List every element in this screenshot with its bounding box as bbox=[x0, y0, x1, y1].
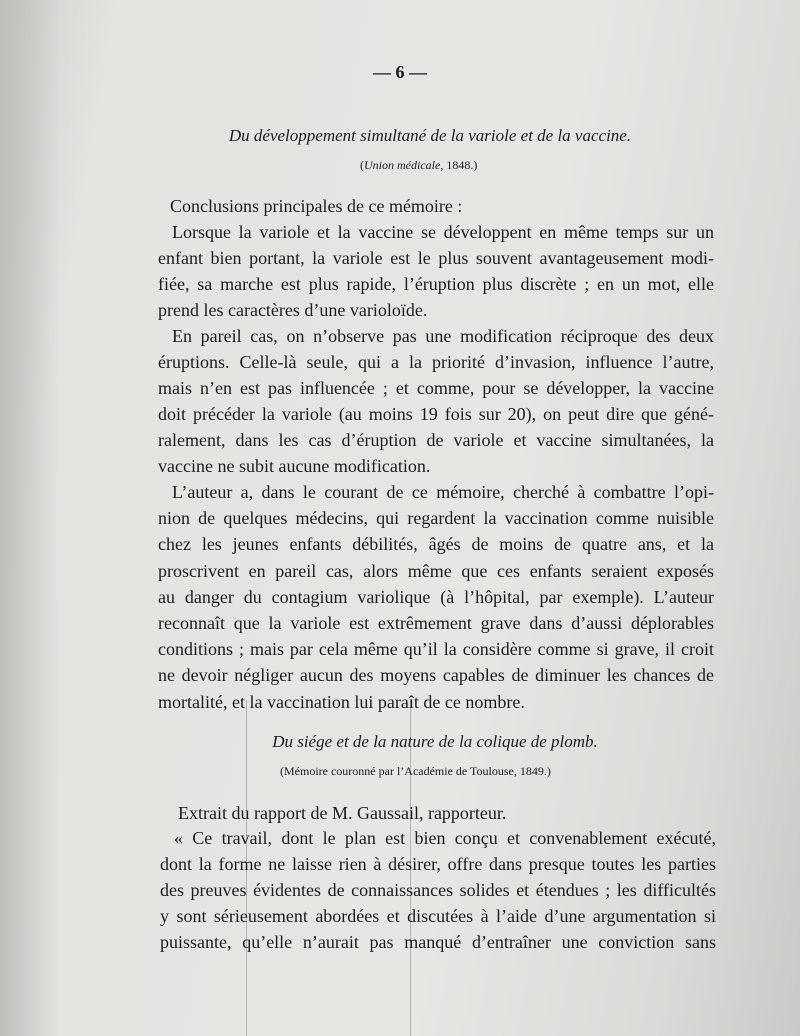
text-line: enfant bien portant, la variole est le plus souvent avantageusement modi- bbox=[158, 248, 714, 268]
source-citation: (Union médicale, 1848.) bbox=[360, 158, 478, 172]
text-line: vaccine ne subit aucune modification. bbox=[158, 456, 431, 476]
text-line: En pareil cas, on n’observe pas une modification réciproque des deux bbox=[172, 326, 714, 346]
source-citation: (Mémoire couronné par l’Académie de Toulouse, 1849.) bbox=[280, 764, 551, 778]
page-number: — 6 — bbox=[373, 62, 427, 82]
section-title: Du développement simultané de la variole et de la vaccine. bbox=[228, 126, 632, 145]
text-line: « Ce travail, dont le plan est bien conçu et convenablement exécuté, bbox=[174, 828, 716, 848]
section-title: Du siége et de la nature de la colique de plomb. bbox=[272, 732, 598, 751]
text-line: doit précéder la variole (au moins 19 fois sur 20), on peut dire que géné- bbox=[158, 404, 714, 424]
text-line: éruptions. Celle-là seule, qui a la priorité d’invasion, influence l’autre, bbox=[158, 352, 714, 372]
intro-line: Extrait du rapport de M. Gaussail, rapporteur. bbox=[178, 803, 507, 823]
text-line: nion de quelques médecins, qui regardent la vaccination comme nuisible bbox=[158, 508, 714, 529]
text-line: reconnaît que la variole est extrêmement grave dans d’aussi déplorables bbox=[158, 612, 714, 633]
text-line: fiée, sa marche est plus rapide, l’éruption plus discrète ; en un mot, elle bbox=[158, 274, 714, 294]
text-line: au danger du contagium variolique (à l’hôpital, par exemple). L’auteur bbox=[158, 586, 714, 607]
text-line: ne devoir négliger aucun des moyens capables de diminuer les chances de bbox=[158, 665, 714, 686]
intro-line: Conclusions principales de ce mémoire : bbox=[170, 196, 463, 216]
text-line: des preuves évidentes de connaissances solides et étendues ; les difficultés bbox=[160, 880, 716, 900]
text-line: y sont sérieusement abordées et discutées à l’aide d’une argumentation si bbox=[160, 906, 716, 926]
text-line: prend les caractères d’une varioloïde. bbox=[158, 300, 428, 320]
text-line: chez les jeunes enfants débilités, âgés de moins de quatre ans, et la bbox=[158, 534, 714, 555]
text-line: dont la forme ne laisse rien à désirer, offre dans presque toutes les parties bbox=[160, 854, 716, 874]
text-line: mais n’en est pas influencée ; et comme, pour se développer, la vaccine bbox=[158, 378, 714, 398]
paragraph bbox=[158, 479, 714, 715]
text-line: mortalité, et la vaccination lui paraît de ce nombre. bbox=[158, 691, 525, 712]
text-line: L’auteur a, dans le courant de ce mémoire, cherché à combattre l’opi- bbox=[172, 482, 714, 502]
text-line: puissante, qu’elle n’aurait pas manqué d’entraîner une conviction sans bbox=[160, 932, 716, 952]
text-line: ralement, dans les cas d’éruption de variole et vaccine simultanées, la bbox=[158, 430, 714, 450]
paragraph bbox=[160, 825, 716, 955]
source-journal: Union médicale, bbox=[364, 158, 444, 172]
paragraph bbox=[158, 219, 714, 323]
page-shadow bbox=[0, 0, 60, 1036]
source-year: 1848. bbox=[446, 158, 474, 172]
text-line: Lorsque la variole et la vaccine se développent en même temps sur un bbox=[172, 222, 714, 242]
text-line: proscrivent en pareil cas, alors même que ces enfants seraient exposés bbox=[158, 560, 714, 581]
text-line: conditions ; mais par cela même qu’il la considère comme si grave, il croit bbox=[158, 639, 714, 660]
paragraph bbox=[158, 323, 714, 479]
